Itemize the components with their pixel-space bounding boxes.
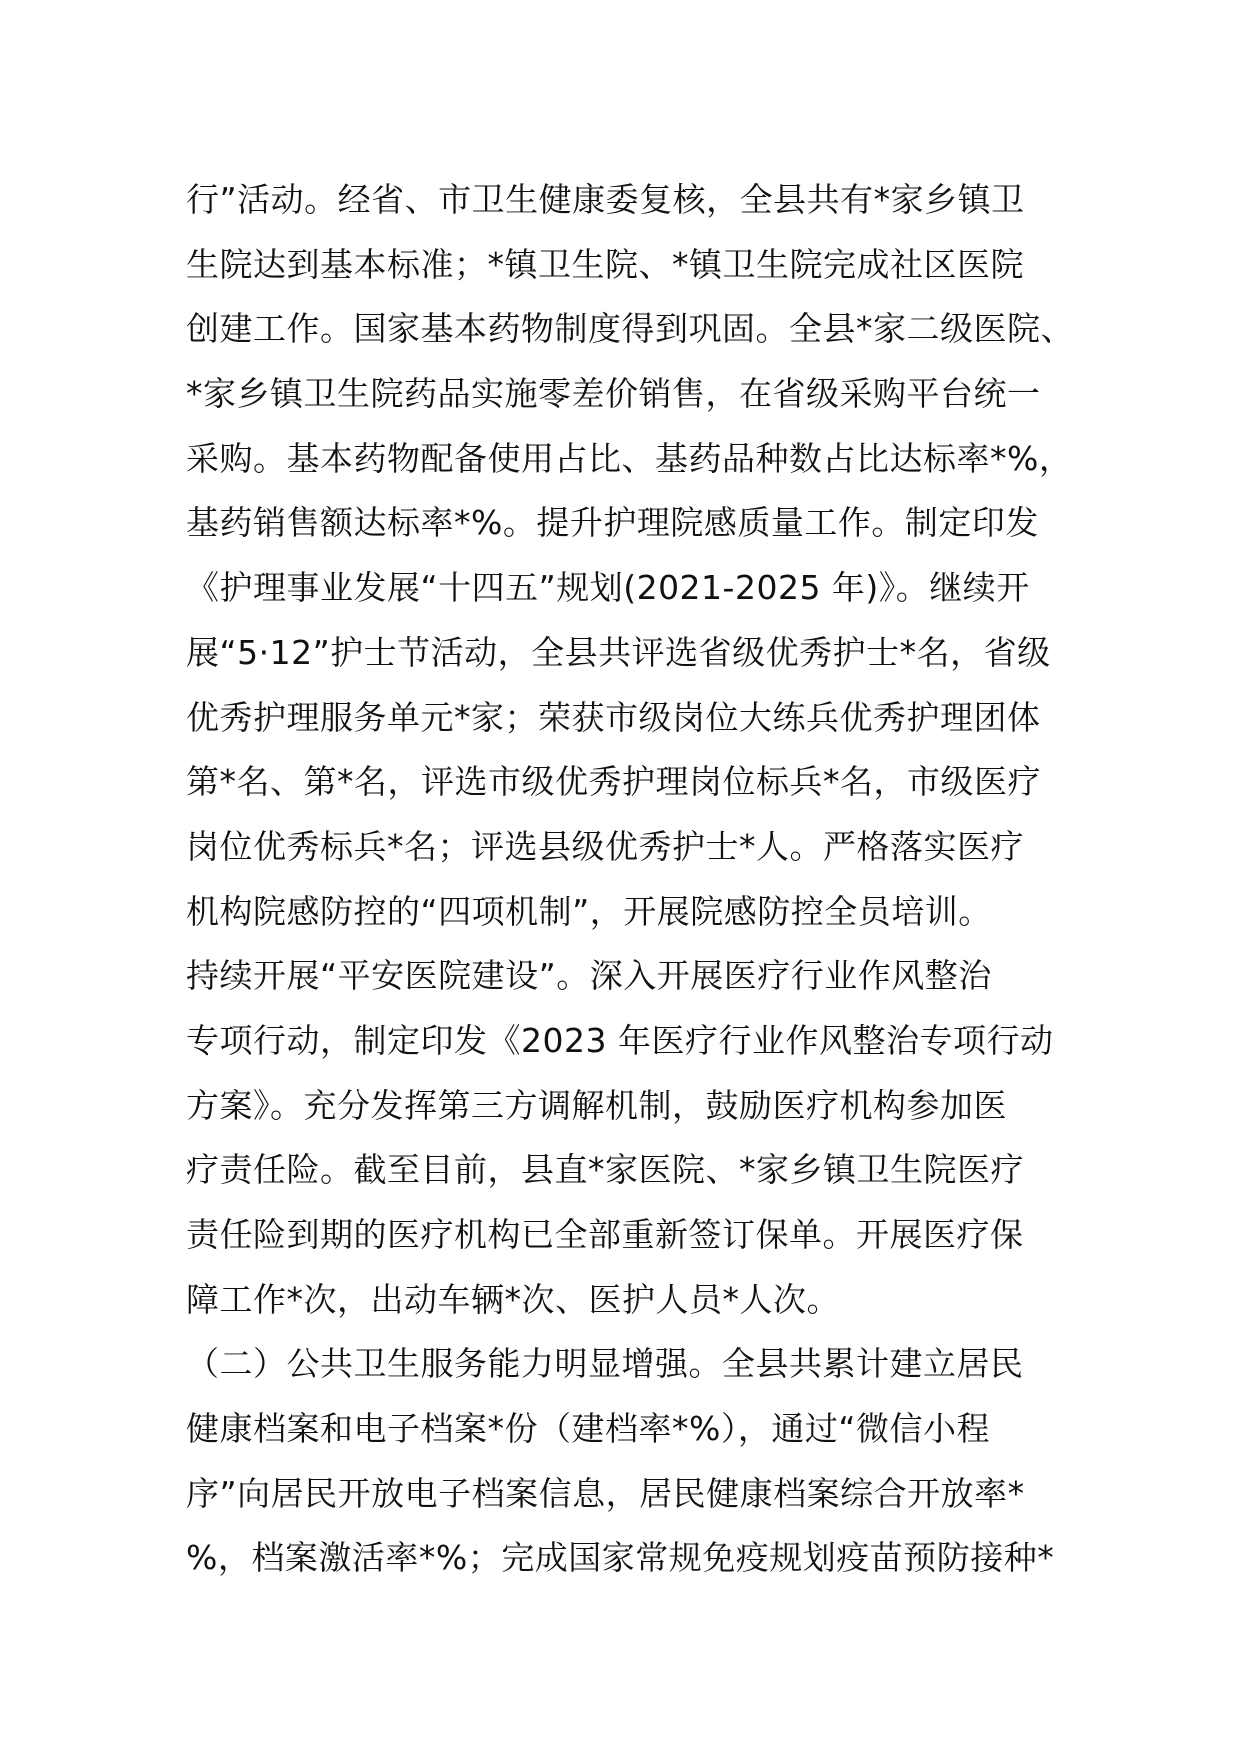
text-line: 疗责任险。截至目前，县直*家医院、*家乡镇卫生院医疗: [186, 1150, 1024, 1190]
text-line: 障工作*次，出动车辆*次、医护人员*人次。: [186, 1279, 840, 1319]
text-line: 序”向居民开放电子档案信息，居民健康档案综合开放率*: [186, 1473, 1025, 1513]
text-line: 《护理事业发展“十四五”规划(2021-2025 年)》。继续开: [186, 568, 1030, 608]
text-line: *家乡镇卫生院药品实施零差价销售，在省级采购平台统一: [186, 374, 1041, 414]
text-line: 基药销售额达标率*%。提升护理院感质量工作。制定印发: [186, 503, 1039, 543]
text-line: 生院达到基本标准；*镇卫生院、*镇卫生院完成社区医院: [186, 244, 1024, 284]
text-line: %，档案激活率*%；完成国家常规免疫规划疫苗预防接种*: [186, 1538, 1055, 1578]
section-heading-line: （二）公共卫生服务能力明显增强。全县共累计建立居民: [186, 1344, 1024, 1384]
text-line: 机构院感防控的“四项机制”，开展院感防控全员培训。: [186, 891, 992, 931]
text-line: 优秀护理服务单元*家；荣获市级岗位大练兵优秀护理团体: [186, 697, 1041, 737]
text-line: 健康档案和电子档案*份（建档率*%），通过“微信小程: [186, 1409, 990, 1449]
text-line: 采购。基本药物配备使用占比、基药品种数占比达标率*%，: [186, 438, 1073, 478]
text-line: 方案》。充分发挥第三方调解机制，鼓励医疗机构参加医: [186, 1085, 1007, 1125]
text-line: 岗位优秀标兵*名；评选县级优秀护士*人。严格落实医疗: [186, 826, 1024, 866]
text-line: 专项行动，制定印发《2023 年医疗行业作风整治专项行动: [186, 1020, 1054, 1060]
text-line: 行”活动。经省、市卫生健康委复核，全县共有*家乡镇卫: [186, 180, 1025, 219]
text-line: 持续开展“平安医院建设”。深入开展医疗行业作风整治: [186, 956, 992, 996]
body-text: [186, 168, 1086, 1591]
text-line: 责任险到期的医疗机构已全部重新签订保单。开展医疗保: [186, 1215, 1024, 1254]
text-line: 展“5·12”护士节活动，全县共评选省级优秀护士*名，省级: [186, 632, 1051, 672]
text-line: 第*名、第*名，评选市级优秀护理岗位标兵*名，市级医疗: [186, 762, 1041, 802]
text-line: 创建工作。国家基本药物制度得到巩固。全县*家二级医院、: [186, 309, 1074, 349]
